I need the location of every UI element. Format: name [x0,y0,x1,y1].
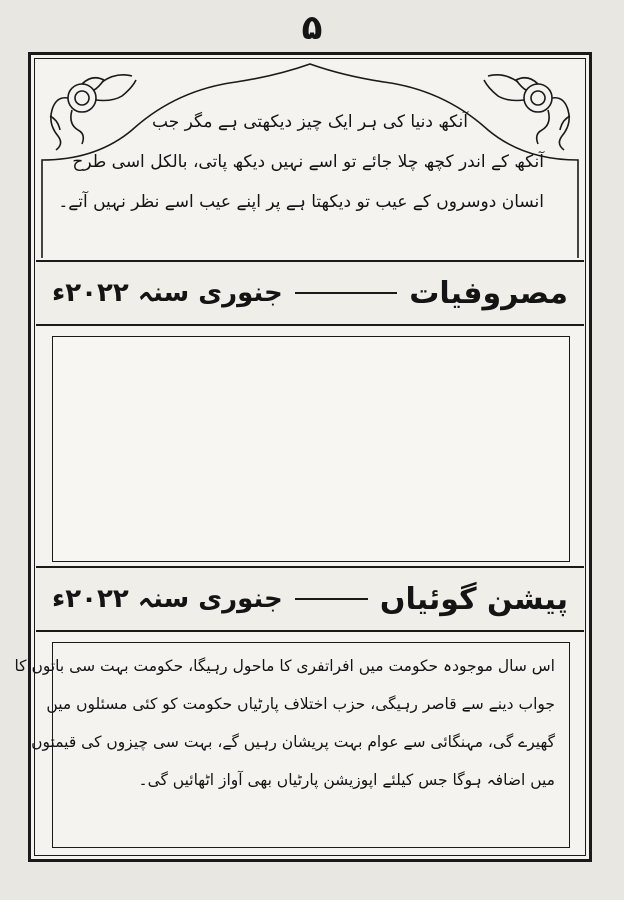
predictions-header-band [36,566,584,632]
prediction-line: جواب دینے سے قاصر رہیگی، حزب اختلاف پارٹیاں حکومت کو کئی مسئلوں میں [46,695,555,713]
page-number: ۵ [301,8,323,48]
header-rule [295,598,368,600]
quote-line: آنکھ کے اندر کچھ چلا جائے تو اسے نہیں دیکھ پاتی، بالکل اسی طرح [72,152,544,172]
predictions-date: جنوری سنہ ۲۰۲۲ء [52,584,283,614]
header-rule [295,292,398,294]
notes-blank-area [52,336,570,562]
quote-line: انسان دوسروں کے عیب تو دیکھتا ہے پر اپنے عیب اسے نظر نہیں آتے۔ [58,192,544,212]
deaths-date: جنوری سنہ ۲۰۲۲ء [52,278,283,308]
predictions-text-box [14,642,570,848]
prediction-line: گھیرے گی، مہنگائی سے عوام بہت پریشان رہیں گے، بہت سی چیزوں کی قیمتوں [31,733,555,751]
predictions-title: پیشن گوئیاں [379,581,568,617]
quote-text [58,102,544,222]
quote-panel [36,60,584,258]
prediction-line: میں اضافہ ہوگا جس کیلئے اپوزیشن پارٹیاں بھی آواز اٹھائیں گی۔ [138,771,555,789]
deaths-title: مصروفیات [409,275,568,311]
prediction-line: اس سال موجودہ حکومت میں افراتفری کا ماحول رہیگا، حکومت بہت سی باتوں کا [14,657,555,675]
quote-line: آنکھ دنیا کی ہر ایک چیز دیکھتی ہے مگر جب [152,112,468,132]
deaths-header-band [36,260,584,326]
